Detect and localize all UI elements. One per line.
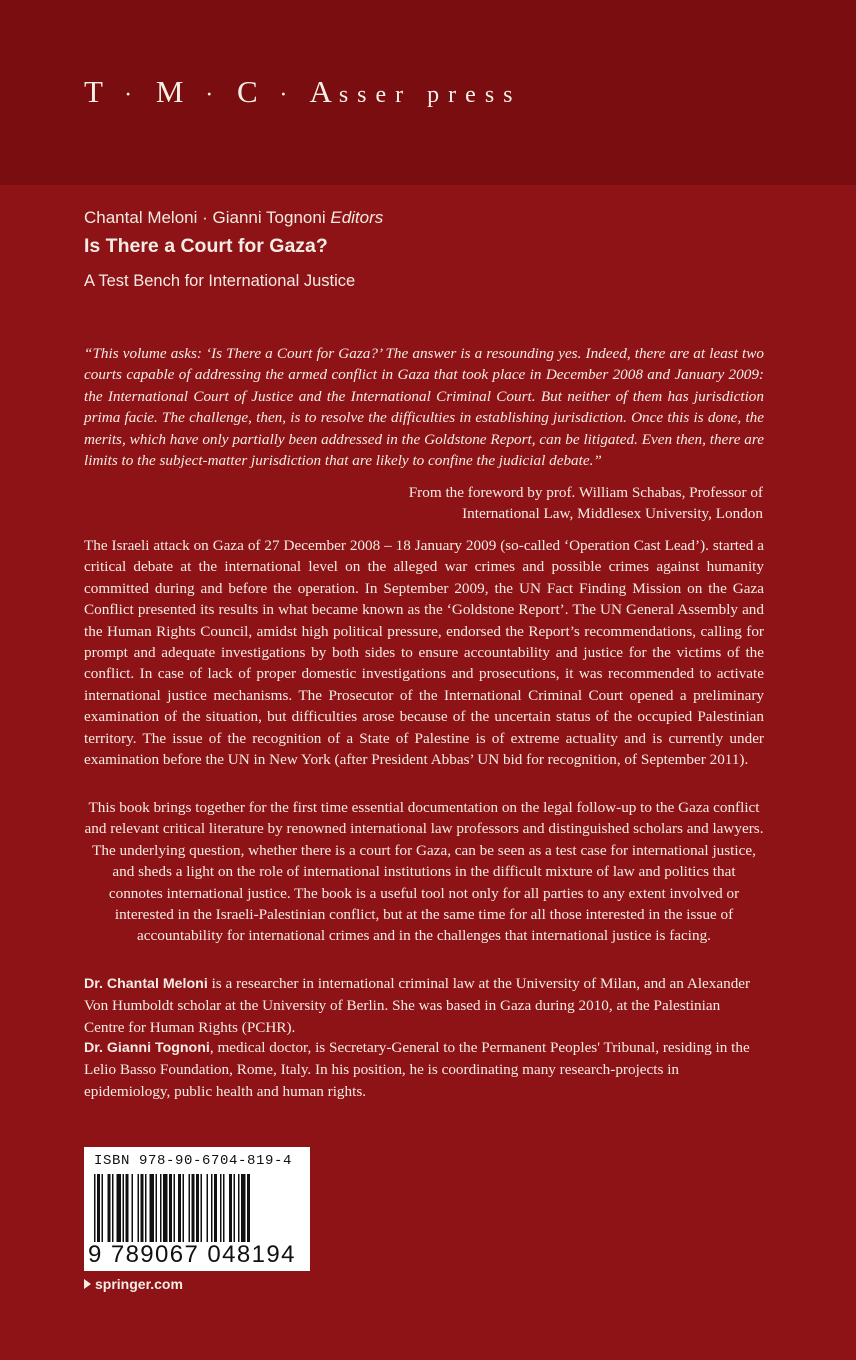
barcode-bar [207, 1174, 209, 1242]
description-paragraph-1: The Israeli attack on Gaza of 27 December 2008 – 18 January 2009 (so-called ‘Operation Cast Lead’). started a critical debate at the international level on the alleged war crimes and possible crimes against humanity committed during and before the operation. In September 2009, the UN Fact Finding Mission on the Gaza Conflict presented its results in what became known as the ‘Goldstone Report’. The UN General Assembly and the Human Rights Council, amidst high political pressure, endorsed the Report’s recommendations, calling for prompt and adequate investigations by both sides to ensure accountability and justice for the victims of the conflict. In case of lack of proper domestic investigations and prosecutions, it was recommended to activate international justice mechanisms. The Prosecutor of the International Criminal Court opened a preliminary examination of the situation, but difficulties arose because of the uncertain status of the occupied Palestinian territory. The issue of the recognition of a State of Palestine is of extreme actuality and is currently under examination before the UN in New York (after President Abbas’ UN bid for recognition, of September 2011). [84, 537, 764, 769]
foreword-quote: “This volume asks: ‘Is There a Court for Gaza?’ The answer is a resounding yes. Indeed, there are at least two courts capable of addressing the armed conflict in Gaza that took place in December 2008 and January 2009: the International Court of Justice and the International Criminal Court. But neither of them has jurisdiction prima facie. The challenge, then, is to resolve the difficulties in establishing jurisdiction. Once this is done, the merits, which have only partially been addressed in the Goldstone Report, can be litigated. Even then, there are limits to the subject-matter jurisdiction that are likely to confine the judicial debate.” [84, 345, 764, 470]
barcode-bar [223, 1174, 225, 1242]
book-title: Is There a Court for Gaza? [84, 235, 328, 257]
barcode-bar [214, 1174, 217, 1242]
barcode-bar [169, 1174, 172, 1242]
arrow-right-icon [84, 1279, 91, 1289]
barcode-bar [102, 1174, 104, 1242]
editors-role: Editors [330, 208, 384, 227]
bio-tognoni: Dr. Gianni Tognoni, medical doctor, is Secretary-General to the Permanent Peoples' Tribunal, residing in the Lelio Basso Foundation, Rome, Italy. In his position, he is coordinating many research-projects in epidemiology, public health and human rights. [84, 1039, 750, 1100]
description-paragraph-2: This book brings together for the first time essential documentation on the legal follow-up to the Gaza conflict and relevant critical literature by renowned international law professors and distinguished scholars and lawyers. The underlying question, whether there is a court for Gaza, can be seen as a test case for international justice, and sheds a light on the role of international institutions in the difficult mixture of law and politics that connotes international justice. The book is a useful tool not only for all parties to any extent involved or interested in the Israeli-Palestinian conflict, but at the same time for all those interested in the issue of accountability for international crimes and in the challenges that international justice is facing. [84, 799, 764, 945]
barcode-bar [211, 1174, 213, 1242]
barcode-bar [183, 1174, 185, 1242]
barcode-bar [201, 1174, 203, 1242]
barcode-bar [229, 1174, 232, 1242]
barcode-bar [108, 1174, 111, 1242]
barcode-bar [145, 1174, 147, 1242]
book-subtitle: A Test Bench for International Justice [84, 272, 356, 290]
barcode-bar [117, 1174, 122, 1242]
barcode-bar [247, 1174, 250, 1242]
barcode-bar [189, 1174, 191, 1242]
barcode-bar [196, 1174, 199, 1242]
barcode-bar [97, 1174, 100, 1242]
barcode-bar [94, 1174, 96, 1242]
editor-names: Chantal Meloni · Gianni Tognoni [84, 208, 326, 227]
barcode-bar [112, 1174, 114, 1242]
publisher-logo: T · M · C · Asser press [84, 74, 522, 109]
barcode-bar [178, 1174, 181, 1242]
springer-link[interactable]: springer.com [84, 1276, 183, 1292]
isbn-label: ISBN 978-90-6704-819-4 [94, 1153, 293, 1169]
barcode-bar [141, 1174, 144, 1242]
isbn-barcode [84, 1147, 310, 1271]
barcode-bar [192, 1174, 195, 1242]
editors-line [84, 208, 383, 228]
barcode-bar [241, 1174, 246, 1242]
barcode-bar [234, 1174, 236, 1242]
barcode-digits: 9 789067 048194 [88, 1241, 296, 1268]
barcode-bar [156, 1174, 158, 1242]
quote-attribution: From the foreword by prof. William Schabas, Professor of International Law, Middlesex University, London [408, 484, 763, 523]
barcode-bar [132, 1174, 134, 1242]
barcode-bar [160, 1174, 162, 1242]
barcode-bar [174, 1174, 176, 1242]
barcode-bar [163, 1174, 168, 1242]
barcode-bar [138, 1174, 140, 1242]
barcode-bar [238, 1174, 240, 1242]
barcode-bar [150, 1174, 155, 1242]
barcode-bar [126, 1174, 129, 1242]
barcode-bar [220, 1174, 222, 1242]
barcode-bars [94, 1174, 300, 1242]
bio-meloni: Dr. Chantal Meloni is a researcher in international criminal law at the University of Milan, and an Alexander Von Humboldt scholar at the University of Berlin. She was based in Gaza during 2010, at the Palestinian Centre for Human Rights (PCHR). [84, 975, 751, 1036]
barcode-bar [123, 1174, 125, 1242]
